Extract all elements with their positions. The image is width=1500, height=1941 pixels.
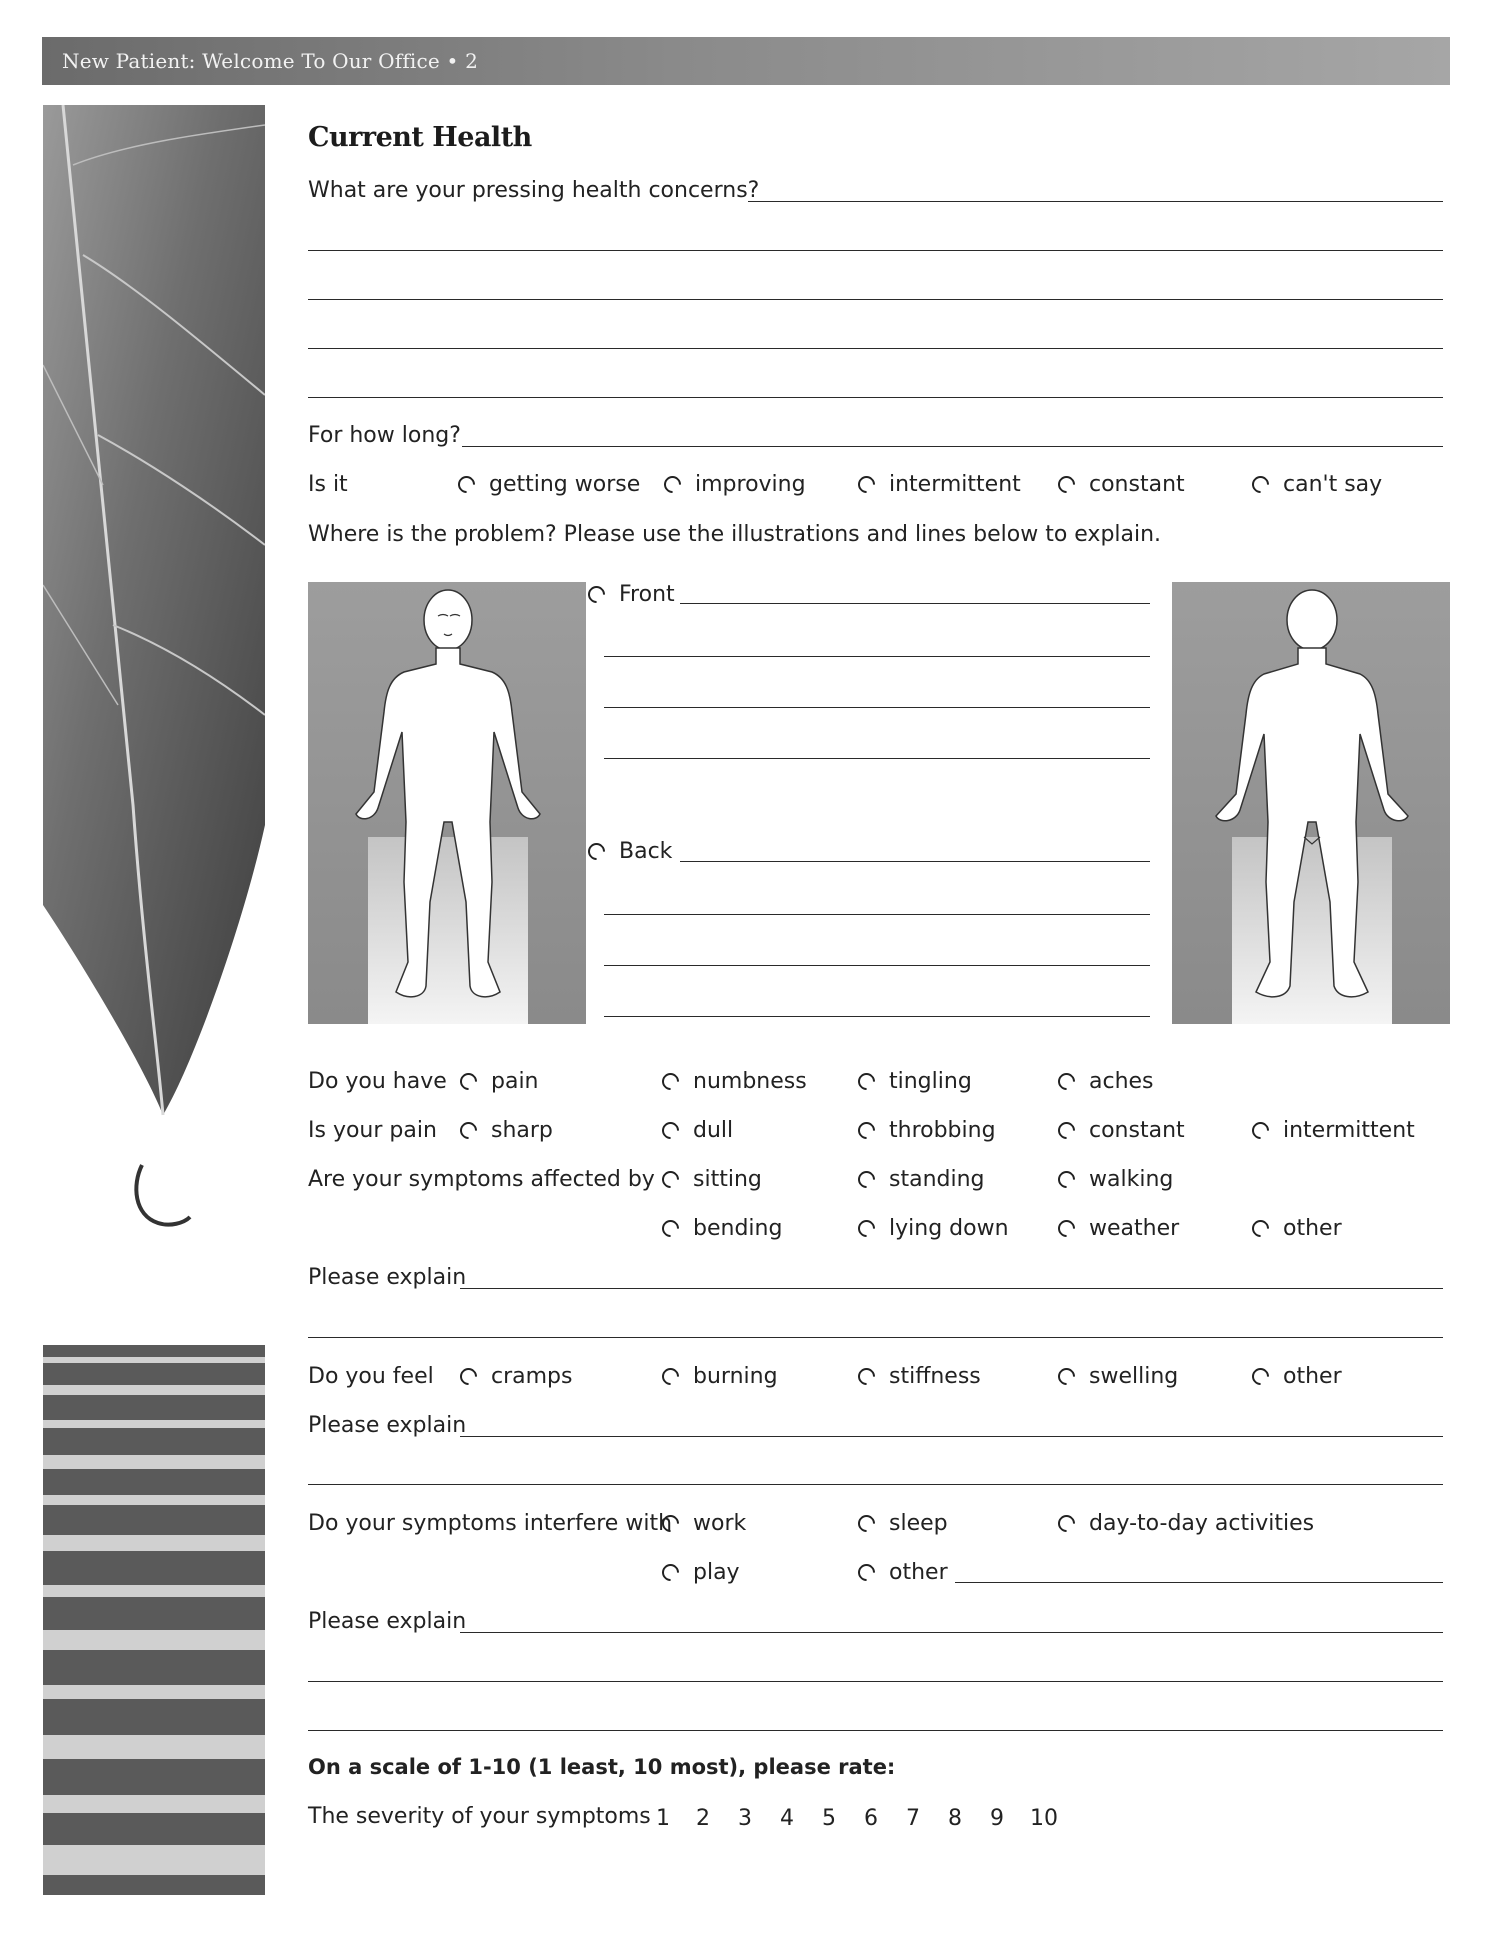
severity-rating-3[interactable]: 3 (738, 1806, 752, 1831)
explain-3-input-line-3[interactable] (308, 1730, 1443, 1731)
radio-circle-icon (658, 1167, 682, 1191)
how-long-label: For how long? (308, 423, 461, 448)
pain-option-sharp[interactable]: sharp (460, 1118, 553, 1143)
radio-circle-icon (456, 1364, 480, 1388)
is-it-option-cant-say[interactable]: can't say (1252, 472, 1382, 497)
affected-option-weather[interactable]: weather (1058, 1216, 1179, 1241)
is-it-option-constant[interactable]: constant (1058, 472, 1185, 497)
feel-option-other[interactable]: other (1252, 1364, 1342, 1389)
interfere-option-day-to-day[interactable]: day-to-day activities (1058, 1511, 1314, 1536)
scale-heading: On a scale of 1-10 (1 least, 10 most), please rate: (308, 1755, 896, 1779)
page-header-bar (42, 37, 1450, 85)
have-option-tingling[interactable]: tingling (858, 1069, 972, 1094)
front-input-line-4[interactable] (604, 758, 1150, 759)
body-back-figure[interactable] (1172, 582, 1450, 1024)
affected-option-standing[interactable]: standing (858, 1167, 985, 1192)
page-header-title: New Patient: Welcome To Our Office • 2 (62, 49, 478, 73)
back-input-line-2[interactable] (604, 914, 1150, 915)
radio-circle-icon (456, 1069, 480, 1093)
radio-circle-icon (854, 1560, 878, 1584)
affected-option-lying-down[interactable]: lying down (858, 1216, 1009, 1241)
radio-circle-icon (658, 1560, 682, 1584)
body-front-figure[interactable] (308, 582, 586, 1024)
radio-circle-icon (1248, 1364, 1272, 1388)
affected-by-label: Are your symptoms affected by (308, 1167, 655, 1192)
affected-option-walking[interactable]: walking (1058, 1167, 1173, 1192)
radio-circle-icon (1054, 472, 1078, 496)
front-input-line-3[interactable] (604, 707, 1150, 708)
affected-option-other[interactable]: other (1252, 1216, 1342, 1241)
radio-circle-icon (1248, 1216, 1272, 1240)
radio-circle-icon (1054, 1118, 1078, 1142)
have-option-aches[interactable]: aches (1058, 1069, 1154, 1094)
severity-rating-7[interactable]: 7 (906, 1806, 920, 1831)
interfere-option-play[interactable]: play (662, 1560, 740, 1585)
radio-circle-icon (1054, 1069, 1078, 1093)
explain-label-2: Please explain (308, 1413, 467, 1438)
leaf-illustration (43, 105, 265, 1225)
is-your-pain-label: Is your pain (308, 1118, 437, 1143)
concerns-input-line-1[interactable] (748, 201, 1443, 202)
pain-option-throbbing[interactable]: throbbing (858, 1118, 996, 1143)
radio-circle-icon (660, 472, 684, 496)
explain-3-input-line-2[interactable] (308, 1681, 1443, 1682)
feel-option-stiffness[interactable]: stiffness (858, 1364, 981, 1389)
radio-circle-icon (658, 1511, 682, 1535)
radio-circle-icon (854, 1364, 878, 1388)
radio-circle-icon (1248, 1118, 1272, 1142)
where-problem-label: Where is the problem? Please use the illustrations and lines below to explain. (308, 522, 1162, 547)
radio-circle-icon (854, 1069, 878, 1093)
radio-circle-icon (456, 1118, 480, 1142)
radio-circle-icon (854, 1167, 878, 1191)
concerns-input-line-5[interactable] (308, 397, 1443, 398)
radio-circle-icon (658, 1364, 682, 1388)
concerns-input-line-2[interactable] (308, 250, 1443, 251)
severity-rating-5[interactable]: 5 (822, 1806, 836, 1831)
back-input-line-3[interactable] (604, 965, 1150, 966)
is-it-option-getting-worse[interactable]: getting worse (458, 472, 640, 497)
interfere-other-input-line[interactable] (955, 1582, 1443, 1583)
interfere-option-other[interactable]: other (858, 1560, 948, 1585)
severity-rating-4[interactable]: 4 (780, 1806, 794, 1831)
radio-circle-icon (658, 1118, 682, 1142)
water-ripple-illustration (43, 1345, 265, 1895)
radio-circle-icon (854, 1216, 878, 1240)
have-option-numbness[interactable]: numbness (662, 1069, 807, 1094)
interfere-option-work[interactable]: work (662, 1511, 746, 1536)
section-title: Current Health (308, 122, 532, 153)
back-input-line-1[interactable] (680, 861, 1150, 862)
front-input-line-1[interactable] (680, 603, 1150, 604)
severity-rating-10[interactable]: 10 (1030, 1806, 1058, 1831)
do-you-feel-label: Do you feel (308, 1364, 434, 1389)
explain-3-input-line-1[interactable] (460, 1632, 1443, 1633)
explain-2-input-line-1[interactable] (460, 1436, 1443, 1437)
pain-option-constant[interactable]: constant (1058, 1118, 1185, 1143)
interfere-label: Do your symptoms interfere with (308, 1511, 673, 1536)
water-drop-illustration (128, 1155, 198, 1235)
is-it-option-intermittent[interactable]: intermittent (858, 472, 1021, 497)
front-input-line-2[interactable] (604, 656, 1150, 657)
radio-circle-icon (854, 472, 878, 496)
explain-label-3: Please explain (308, 1609, 467, 1634)
radio-circle-icon (658, 1069, 682, 1093)
pain-option-intermittent[interactable]: intermittent (1252, 1118, 1415, 1143)
explain-2-input-line-2[interactable] (308, 1484, 1443, 1485)
radio-circle-icon (854, 1118, 878, 1142)
how-long-input-line[interactable] (462, 446, 1443, 447)
explain-1-input-line-1[interactable] (460, 1288, 1443, 1289)
feel-option-burning[interactable]: burning (662, 1364, 778, 1389)
severity-rating-9[interactable]: 9 (990, 1806, 1004, 1831)
interfere-option-sleep[interactable]: sleep (858, 1511, 948, 1536)
affected-option-sitting[interactable]: sitting (662, 1167, 762, 1192)
severity-rating-8[interactable]: 8 (948, 1806, 962, 1831)
radio-circle-icon (584, 839, 608, 863)
have-option-pain[interactable]: pain (460, 1069, 539, 1094)
radio-circle-icon (658, 1216, 682, 1240)
radio-circle-icon (1054, 1364, 1078, 1388)
severity-rating-6[interactable]: 6 (864, 1806, 878, 1831)
is-it-option-improving[interactable]: improving (664, 472, 806, 497)
back-input-line-4[interactable] (604, 1016, 1150, 1017)
is-it-label: Is it (308, 472, 348, 497)
radio-circle-icon (1054, 1511, 1078, 1535)
concerns-input-line-3[interactable] (308, 299, 1443, 300)
concerns-label: What are your pressing health concerns? (308, 178, 760, 203)
do-you-have-label: Do you have (308, 1069, 447, 1094)
radio-circle-icon (584, 582, 608, 606)
severity-rating-1[interactable]: 1 (656, 1806, 670, 1831)
pain-option-dull[interactable]: dull (662, 1118, 733, 1143)
radio-circle-icon (1054, 1167, 1078, 1191)
front-option[interactable]: Front (588, 582, 675, 607)
feel-option-swelling[interactable]: swelling (1058, 1364, 1178, 1389)
back-option[interactable]: Back (588, 839, 672, 864)
feel-option-cramps[interactable]: cramps (460, 1364, 572, 1389)
severity-label: The severity of your symptoms (308, 1804, 651, 1829)
severity-rating-2[interactable]: 2 (696, 1806, 710, 1831)
radio-circle-icon (1248, 472, 1272, 496)
explain-1-input-line-2[interactable] (308, 1337, 1443, 1338)
radio-circle-icon (454, 472, 478, 496)
explain-label-1: Please explain (308, 1265, 467, 1290)
concerns-input-line-4[interactable] (308, 348, 1443, 349)
radio-circle-icon (1054, 1216, 1078, 1240)
radio-circle-icon (854, 1511, 878, 1535)
affected-option-bending[interactable]: bending (662, 1216, 782, 1241)
